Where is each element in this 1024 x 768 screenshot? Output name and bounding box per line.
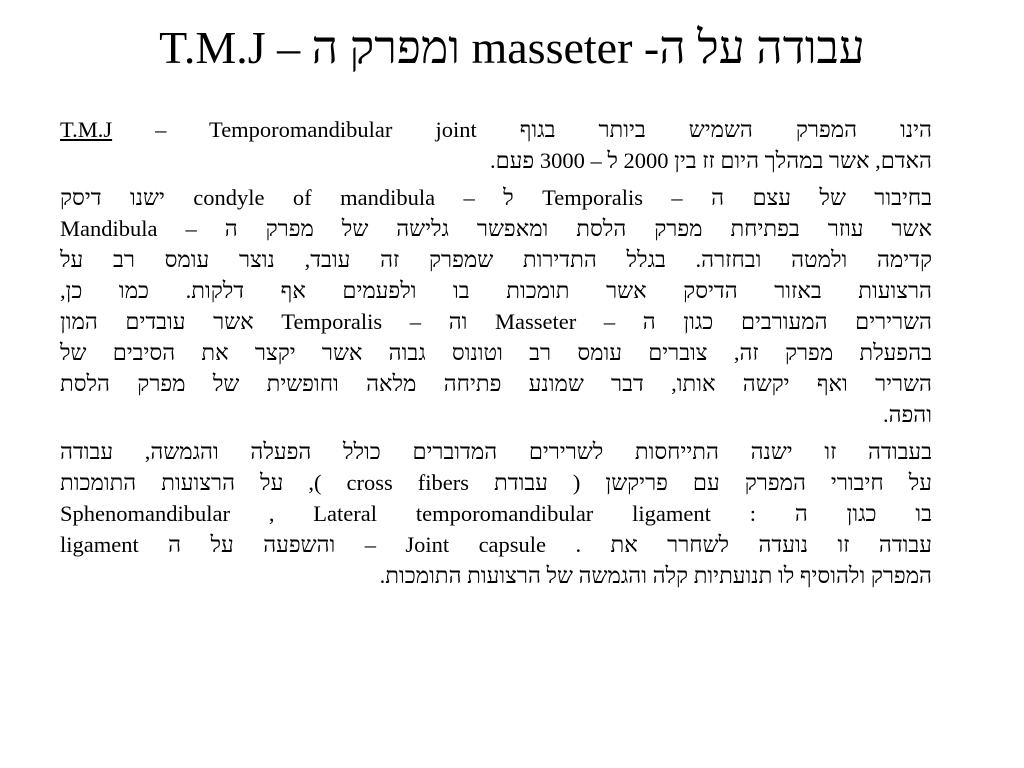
text-line: בעבודה זו ישנה התייחסות לשרירים המדוברים כולל הפעלה והגמשה, עבודה	[60, 439, 932, 464]
text-line	[60, 114, 932, 145]
text-line-content: – Temporomandibular joint הינו המפרק השמיש ביותר בגוף	[112, 117, 932, 142]
paragraph-disc-description	[60, 182, 932, 430]
text-line: בחיבור של עצם ה – Temporalis ל – condyle of mandibula ישנו דיסק	[60, 185, 933, 210]
text-line: אשר עוזר בפתיחת מפרק הלסת ומאפשר גלישה של מפרק ה – Mandibula	[60, 216, 932, 241]
text-line: האדם, אשר במהלך היום זז בין 2000 ל – 3000 פעם.	[490, 148, 932, 173]
slide-body	[60, 114, 932, 597]
tmj-abbreviation: T.M.J	[60, 117, 113, 142]
text-line: השריר ואף יקשה אותו, דבר שמונע פתיחה מלאה וחופשית של מפרק הלסת	[60, 371, 932, 396]
text-line: קדימה ולמטה ובחזרה. בגלל התדירות שמפרק זה עובד, נוצר עומס רב על	[60, 247, 932, 272]
text-line: השרירים המעורבים כגון ה – Masseter וה – Temporalis אשר עובדים המון	[60, 309, 932, 334]
text-line: והפה.	[882, 402, 932, 427]
paragraph-tmj-intro	[60, 114, 932, 176]
text-line: ligament והשפעה על ה – Joint capsule . עבודה זו נועדה לשחרר את	[60, 532, 932, 557]
paragraph-treatment	[60, 436, 932, 591]
text-line: המפרק ולהוסיף לו תנועתיות קלה והגמשה של הרצועות התומכות.	[379, 563, 932, 588]
text-line: על חיבורי המפרק עם פריקשן ( עבודת cross fibers ), על הרצועות התומכות	[60, 470, 932, 495]
text-line: הרצועות באזור הדיסק אשר תומכות בו ולפעמים אף דלקות. כמו כן,	[60, 278, 932, 303]
text-line: בהפעלת מפרק זה, צוברים עומס רב וטונוס גבוה אשר יקצר את הסיבים של	[60, 340, 932, 365]
text-line: בו כגון ה : Sphenomandibular , Lateral temporomandibular ligament	[60, 501, 932, 526]
slide-title: עבודה על ה- masseter ומפרק ה – T.M.J	[159, 22, 865, 73]
